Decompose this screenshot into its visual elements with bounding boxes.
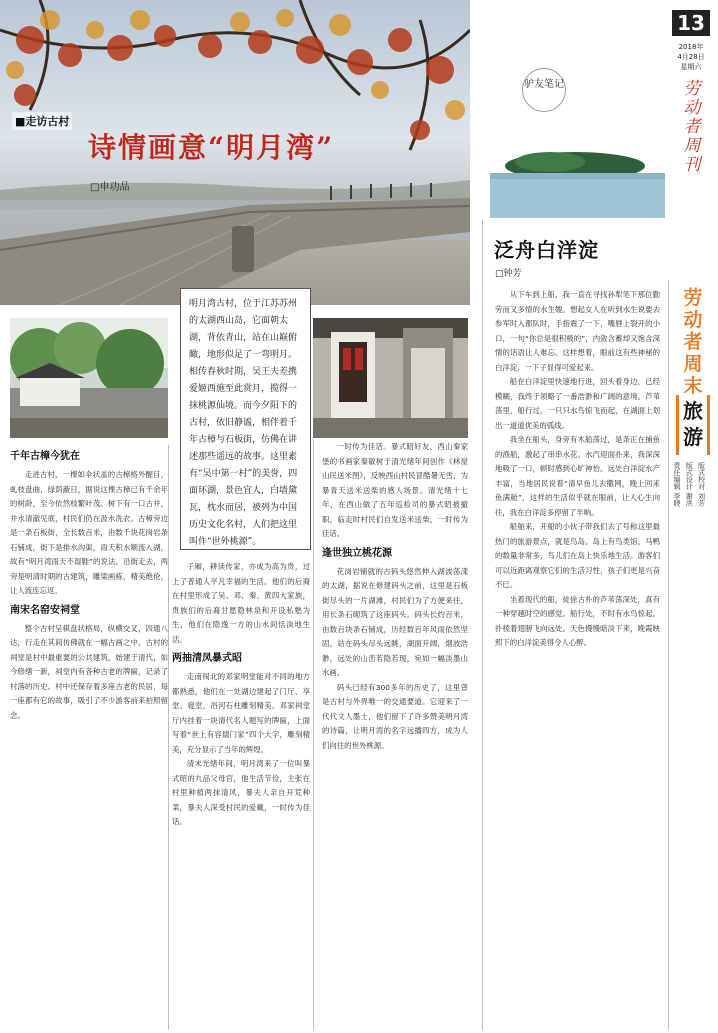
intro-poem: 明月湾古村，位于江苏苏州的太湖西山岛，它面朝太湖，背依青山，站在山巅俯瞰，地形似足了一弯明月。相传春秋时期，吴王夫差携爱姬西施至此赏月，揽得一抹桃源仙境。而今夕阳下的古村，依旧静谧，相伴着千年古樟与石板街，仿佛在讲述那些遥远的故事。这里素有“吴中第一村”的美誉，四面环湖，景色宜人，白墙黛瓦，枕水而居，被列为中国历史文化名村，人们把这里叫作“世外桃源”。	[180, 288, 311, 550]
editor-line: 版式设计 谢洪	[685, 462, 694, 507]
article-column-2	[168, 560, 310, 1030]
paragraph: 清末光绪年间，明月湾来了一位叫暴式昭的九品父母官，他生活节俭，主张在村里种植两抹清风，暴夫人亲自开荒种菜，暴夫人深受村民的爱戴，一时传为佳话。	[172, 759, 310, 826]
subhead: 两抽清凤暴式昭	[172, 653, 242, 664]
paragraph: 从下车到上船，我一直在寻找孙犁笔下那位勤劳而又多情的水生嫂。想起女人在听到水生说要去参军时入都队时，手指震了一下，嘴唇上裂开的小口，一句“你总是很积极的”，内敛含蓄却又饱含深情的话语让人难忘。这样想着，眼前这有些神秘的白洋淀，一下子显得可爱起来。	[495, 290, 660, 372]
page-title: 诗情画意“明月湾”	[88, 131, 335, 164]
article-column-3	[318, 440, 468, 1030]
column-badge: 驴友笔记	[522, 68, 566, 112]
brand-logo: 劳动者周刊	[683, 79, 701, 175]
date-weekday: 星期六	[680, 63, 702, 71]
lake-photo	[490, 118, 665, 218]
column-sub: 旅游	[683, 399, 703, 449]
village-photo	[10, 318, 168, 438]
editor-line: 版式校对 刘芳	[697, 462, 706, 507]
column-divider	[668, 280, 669, 1030]
article-column-4	[495, 288, 660, 1030]
column-divider	[482, 220, 483, 1030]
date-year: 2018年	[678, 43, 704, 51]
editor-credits	[672, 462, 716, 542]
subhead: 逢世独立桃花源	[322, 547, 392, 559]
editor-line: 责任编辑 李晓	[673, 462, 681, 507]
paragraph: 船舶来，开船的小伙子带我们去了号称这里最热门的旅游景点，就是鸟岛。岛上有鸟类馆，马鸭的数量非常多，鸟儿们在岛上快乐地生活。游客们可以近距离观察它们的生活习性，孩子们更是兴奋不已。	[495, 522, 660, 589]
column-divider	[313, 440, 314, 1030]
subhead: 南宋名窑安祠堂	[10, 604, 80, 616]
author-byline: □申功品	[90, 182, 130, 193]
section-title: 泛舟白洋淀	[494, 238, 599, 262]
column-name: 劳动者周末	[683, 287, 703, 397]
paragraph: 走南闯北的邓家明堂能对不同的地方都熟悉，他们在一处湖边建起了门厅、享堂、寝堂，浴河石柱雕刻精美。邓家祠堂厅内挂着一块清代名人题写的牌匾，上面写着“世上有容德门家”四个大字，雕刻精美，充分显示了当年的辉煌。	[172, 672, 310, 754]
page-number: 13	[672, 10, 710, 36]
paragraph: 坐着现代的船，徒徐古朴的芦苇荡深处，真有一种穿越时空的感觉。船行处，不时有水鸟惊起，扑棱着翅膀飞向远处。天色慢慢暗淡下来，晚霞映照下的白洋淀美得令人心醉。	[495, 594, 660, 647]
paragraph: 船在白洋淀里快速地行进，回头看身边，已经模糊，我终于领略了一番浩渺和广阔的意境。芦苇荡里，船行过，一只只水鸟惊飞而起，在湖面上划出一道道优美的弧线。	[495, 377, 660, 430]
issue-date	[672, 42, 710, 72]
section-tag: ■走访古村	[12, 112, 72, 130]
paragraph: 我坐在船头，身旁有木船荡过，是条正在捕鱼的渔船，激起了串串水花。水汽迎面扑来，我深深地吸了一口，顿时感到心旷神怡。远处白洋淀水产丰富，当地居民说着“清早鱼儿去撒网，晚上回来鱼满舱”，这样的生活似乎就在眼前，让人心生向往，我在白洋淀多停留了半晌。	[495, 435, 660, 517]
section-author: □钟芳	[495, 269, 522, 279]
article-column-1	[10, 445, 168, 1030]
paragraph: 子厢，耕读传家，亦成为高为贵，过上了普通人平凡幸福的生活。他们的后裔在村里形成了吴、邓、秦、黄四大家族，贵族们的后裔甘愿隐林泉和开设私塾为生，他们在隐逸一方的山水间恬淡地生活。	[172, 562, 310, 644]
doorway-photo	[313, 318, 468, 438]
paragraph: 走进古村，一棵如伞状盖的古樟格外醒目，虬枝盘曲，绿荫蔽日，据说这棵古樟已有千余年的树龄，至今依然枝繁叶茂。树下有一口古井，井水清澈见底，村民们仍在汲水洗衣。古樟旁边是一条石板街，全长数百米，由数千块花岗岩条石铺成，街下是排水沟渠，雨天积水顺流入湖，故有“明月湾雨天不湿鞋”的说法。沿街走去，两旁是明清时期的古建筑，雕梁画栋，精美绝伦，让人流连忘返。	[10, 470, 168, 595]
paragraph: 整个古村呈棋盘状格局，纵横交叉，四通八达，行走在其间仿佛就在一幅古画之中。古村的祠堂是村中最重要的公共建筑，始建于清代，如今修缮一新，祠堂内有各种古老的牌匾，记录了村落的历史。村中还保存着多座古老的民居，每一座都有它的故事，吸引了不少游客前来拍照留念。	[10, 623, 168, 720]
paragraph: 一时传为佳话。暴式昭好友，西山秦家堡的书画家秦敏树于清光绪年间创作《林屋山民送米图》，反映西山村民冒酷暑无雪，为暴青天送米送柴的感人场景。清光绪十七年，在西山做了五年巡检司的暴式昭被撤职，临走时村民们自发送米送柴，一时传为佳话。	[322, 442, 468, 538]
paragraph: 花岗岩铺就的古码头悠然伸入湖波荡漾的太湖，据说在修建码头之前，这里是石板街尽头的一片湖滩，村民们为了方便来往，用长条石砌筑了这座码头。码头长约百米，由数百块条石铺成，历经数百年风雨依然坚固。站在码头尽头远眺，湖面开阔，烟波浩渺，远处的山峦若隐若现，宛如一幅淡墨山水画。	[322, 566, 468, 677]
subhead: 千年古樟今犹在	[10, 451, 80, 462]
date-day: 4月28日	[677, 53, 705, 61]
paragraph: 码头已经有300多年的历史了，这里曾是古村与外界唯一的交通要道。它迎来了一代代文人墨士，他们留下了许多赞美明月湾的诗篇，让明月湾的名字远播四方，成为人们向往的世外桃源。	[322, 682, 468, 750]
